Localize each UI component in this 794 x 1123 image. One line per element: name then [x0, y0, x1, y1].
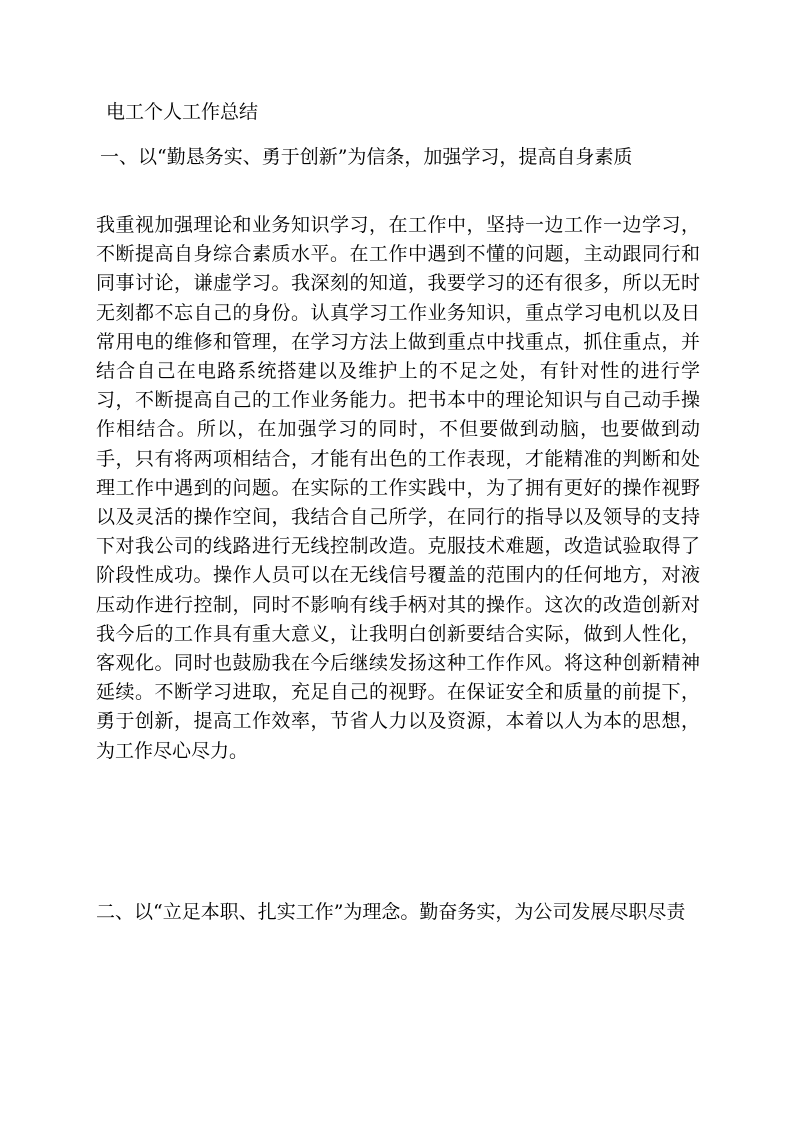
document-title: 电工个人工作总结	[106, 101, 259, 123]
section-heading-2: 二、以“立足本职、扎实工作”为理念。勤奋务实，为公司发展尽职尽责	[96, 901, 686, 923]
section-paragraph-1: 我重视加强理论和业务知识学习，在工作中，坚持一边工作一边学习，不断提高自身综合素质水平。在工作中遇到不懂的问题，主动跟同行和同事讨论，谦虚学习。我深刻的知道，我要学习的还有很多，所以无时无刻都不忘自己的身份。认真学习工作业务知识，重点学习电机以及日常用电的维修和管理，在学习方法上做到重点中找重点，抓住重点，并结合自己在电路系统搭建以及维护上的不足之处，有针对性的进行学习，不断提高自己的工作业务能力。把书本中的理论知识与自己动手操作相结合。所以，在加强学习的同时，不但要做到动脑，也要做到动手，只有将两项相结合，才能有出色的工作表现，才能精准的判断和处理工作中遇到的问题。在实际的工作实践中，为了拥有更好的操作视野以及灵活的操作空间，我结合自己所学，在同行的指导以及领导的支持下对我公司的线路进行无线控制改造。克服技术难题，改造试验取得了阶段性成功。操作人员可以在无线信号覆盖的范围内的任何地方，对液压动作进行控制，同时不影响有线手柄对其的操作。这次的改造创新对我今后的工作具有重大意义，让我明白创新要结合实际，做到人性化，客观化。同时也鼓励我在今后继续发扬这种工作作风。将这种创新精神延续。不断学习进取，充足自己的视野。在保证安全和质量的前提下，勇于创新，提高工作效率，节省人力以及资源，本着以人为本的思想，为工作尽心尽力。	[96, 214, 700, 762]
section-heading-1: 一、以“勤恳务实、勇于创新”为信条，加强学习，提高自身素质	[100, 146, 633, 168]
